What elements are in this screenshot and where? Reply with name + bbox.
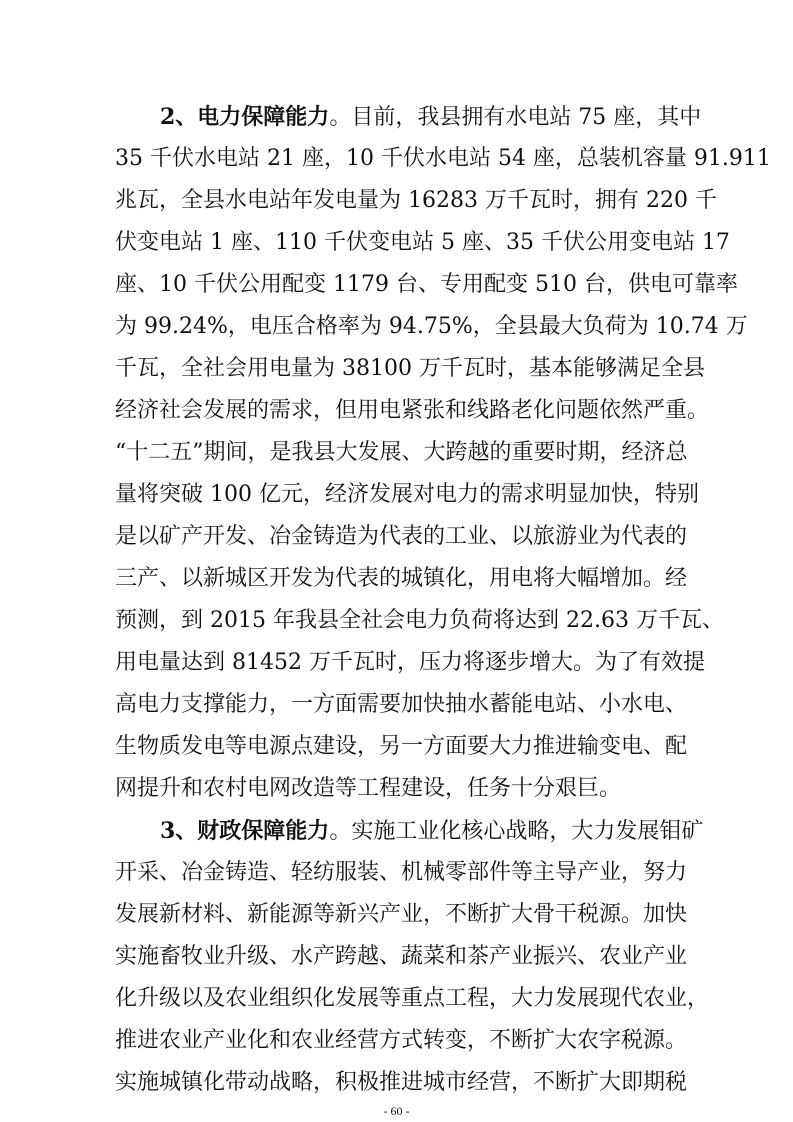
paragraph-line: 座、10 千伏公用配变 1179 台、专用配变 510 台，供电可靠率: [115, 272, 738, 297]
paragraph-line: 经济社会发展的需求，但用电紧张和线路老化问题依然严重。: [115, 398, 710, 423]
paragraph-text: 。目前，我县拥有水电站 75 座，其中: [329, 105, 702, 130]
paragraph-line: 伏变电站 1 座、110 千伏变电站 5 座、35 千伏公用变电站 17: [115, 230, 730, 255]
paragraph-line: 网提升和农村电网改造等工程建设，任务十分艰巨。: [115, 776, 622, 801]
paragraph-line: 兆瓦，全县水电站年发电量为 16283 万千瓦时，拥有 220 千: [115, 188, 717, 213]
paragraph-line: 三产、以新城区开发为代表的城镇化，用电将大幅增加。经: [115, 566, 688, 591]
paragraph-line: 35 千伏水电站 21 座，10 千伏水电站 54 座，总装机容量 91.911: [115, 146, 771, 171]
paragraph-line: [160, 100, 702, 134]
paragraph-line: [160, 814, 704, 848]
paragraph-line: 高电力支撑能力，一方面需要加快抽水蓄能电站、小水电、: [115, 692, 688, 717]
section-heading: 2、电力保障能力: [160, 104, 330, 130]
paragraph-line: 实施城镇化带动战略，积极推进城市经营，不断扩大即期税: [115, 1070, 688, 1095]
paragraph-line: 用电量达到 81452 万千瓦时，压力将逐步增大。为了有效提: [115, 650, 705, 675]
paragraph-text: 。实施工业化核心战略，大力发展钼矿: [329, 819, 704, 844]
paragraph-line: “十二五”期间，是我县大发展、大跨越的重要时期，经济总: [115, 440, 688, 465]
section-heading: 3、财政保障能力: [160, 818, 330, 844]
paragraph-line: 推进农业产业化和农业经营方式转变，不断扩大农字税源。: [115, 1028, 688, 1053]
paragraph-line: 化升级以及农业组织化发展等重点工程，大力发展现代农业，: [115, 986, 710, 1011]
paragraph-line: 实施畜牧业升级、水产跨越、蔬菜和茶产业振兴、农业产业: [115, 944, 688, 969]
paragraph-line: 是以矿产开发、冶金铸造为代表的工业、以旅游业为代表的: [115, 524, 688, 549]
paragraph-line: 开采、冶金铸造、轻纺服装、机械零部件等主导产业，努力: [115, 860, 688, 885]
paragraph-line: 发展新材料、新能源等新兴产业，不断扩大骨干税源。加快: [115, 902, 688, 927]
page-number: - 60 -: [383, 1104, 410, 1118]
paragraph-line: 为 99.24%，电压合格率为 94.75%，全县最大负荷为 10.74 万: [115, 314, 748, 339]
paragraph-line: 千瓦，全社会用电量为 38100 万千瓦时，基本能够满足全县: [115, 356, 705, 381]
paragraph-line: 预测，到 2015 年我县全社会电力负荷将达到 22.63 万千瓦、: [115, 608, 724, 633]
paragraph-line: 生物质发电等电源点建设，另一方面要大力推进输变电、配: [115, 734, 688, 759]
paragraph-line: 量将突破 100 亿元，经济发展对电力的需求明显加快，特别: [115, 482, 699, 507]
